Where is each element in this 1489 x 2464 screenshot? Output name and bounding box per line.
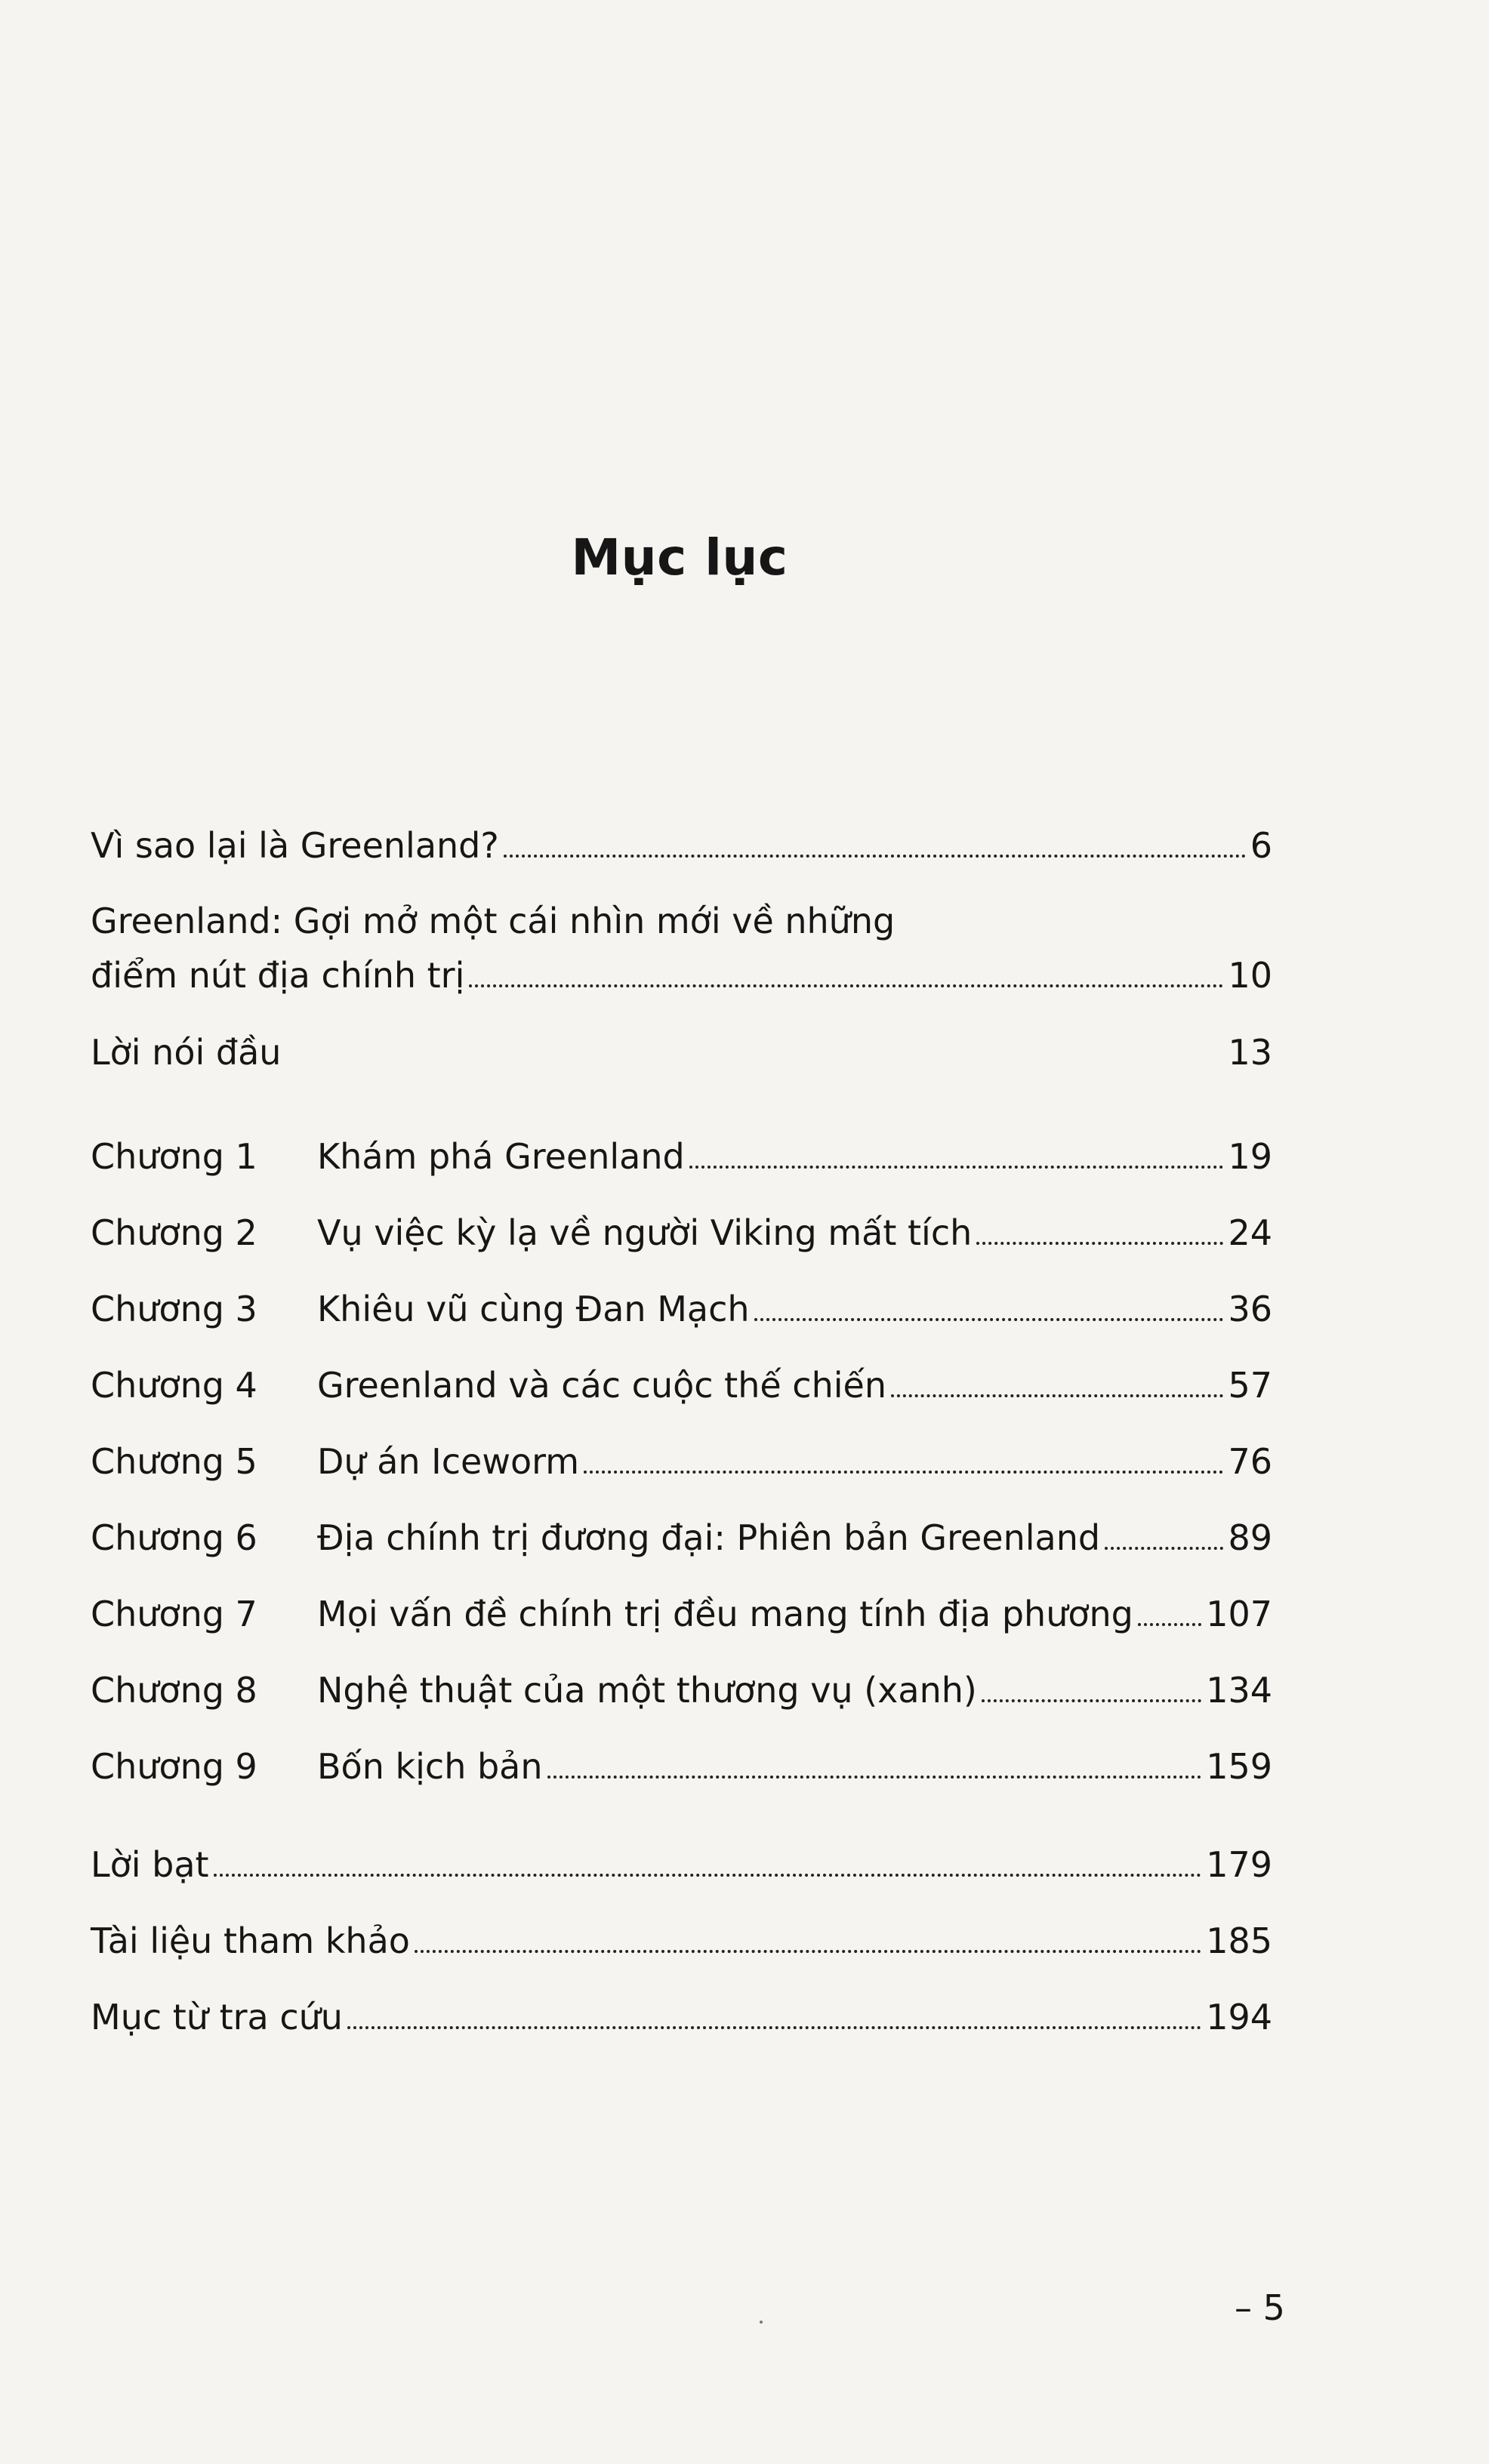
page-number-footer: – 5 — [1235, 2287, 1285, 2328]
toc-title: Mục lục — [571, 528, 788, 587]
chapter-label: Chương 3 — [91, 1289, 257, 1329]
chapter-title: Khám phá Greenland — [317, 1136, 685, 1177]
toc-page-number: 24 — [1228, 1212, 1272, 1253]
toc-entry-front-2[interactable] — [91, 953, 1272, 998]
dot-leader — [469, 984, 1223, 987]
toc-chapter-6[interactable] — [91, 1515, 1272, 1560]
chapter-title: Dự án Iceworm — [317, 1441, 579, 1482]
toc-entry-front-1[interactable] — [91, 823, 1272, 868]
toc-chapter-5[interactable] — [91, 1439, 1272, 1484]
toc-entry-front-3[interactable] — [91, 1030, 1272, 1075]
toc-entry-back-2[interactable] — [91, 1918, 1272, 1964]
toc-page-number: 107 — [1206, 1594, 1272, 1634]
toc-page-number: 185 — [1206, 1920, 1272, 1961]
chapter-label: Chương 8 — [91, 1670, 257, 1711]
dot-leader — [584, 1471, 1223, 1474]
toc-page-number: 134 — [1206, 1670, 1272, 1711]
toc-page-number: 36 — [1228, 1289, 1272, 1329]
chapter-label: Chương 9 — [91, 1746, 257, 1787]
dot-leader — [285, 1061, 1223, 1064]
toc-chapter-8[interactable] — [91, 1668, 1272, 1713]
toc-chapter-7[interactable] — [91, 1591, 1272, 1637]
toc-page-number: 89 — [1228, 1517, 1272, 1558]
toc-entry-text: điểm nút địa chính trị — [91, 955, 465, 996]
toc-page-number: 13 — [1228, 1032, 1272, 1073]
toc-entry-back-1[interactable] — [91, 1842, 1272, 1887]
toc-page-number: 6 — [1250, 825, 1272, 866]
dot-leader — [891, 1394, 1223, 1397]
chapter-title: Mọi vấn đề chính trị đều mang tính địa phương — [317, 1594, 1133, 1634]
toc-entry-text: Lời nói đầu — [91, 1032, 282, 1073]
toc-page-number: 57 — [1228, 1365, 1272, 1406]
chapter-title: Greenland và các cuộc thế chiến — [317, 1365, 886, 1406]
dot-leader — [689, 1166, 1224, 1169]
toc-page-number: 10 — [1228, 955, 1272, 996]
dot-leader — [754, 1318, 1224, 1321]
chapter-label: Chương 1 — [91, 1136, 257, 1177]
chapter-title: Địa chính trị đương đại: Phiên bản Greenland — [317, 1517, 1101, 1558]
dot-leader — [982, 1699, 1201, 1702]
toc-entry-text: Mục từ tra cứu — [91, 1997, 343, 2037]
dot-leader — [504, 855, 1246, 858]
toc-entry-text: Lời bạt — [91, 1844, 209, 1885]
paper-speck — [760, 2321, 763, 2324]
dot-leader — [1138, 1623, 1201, 1626]
toc-page-number: 76 — [1228, 1441, 1272, 1482]
chapter-title: Bốn kịch bản — [317, 1746, 543, 1787]
toc-chapter-9[interactable] — [91, 1744, 1272, 1789]
chapter-title: Nghệ thuật của một thương vụ (xanh) — [317, 1670, 977, 1711]
toc-entry-text: Tài liệu tham khảo — [91, 1920, 410, 1961]
toc-entry-back-3[interactable] — [91, 1994, 1272, 2040]
toc-page-number: 194 — [1206, 1997, 1272, 2037]
toc-chapter-2[interactable] — [91, 1210, 1272, 1255]
dot-leader — [214, 1874, 1202, 1877]
chapter-label: Chương 4 — [91, 1365, 257, 1406]
toc-page-number: 19 — [1228, 1136, 1272, 1177]
dot-leader — [1105, 1547, 1223, 1550]
dot-leader — [547, 1776, 1202, 1779]
chapter-label: Chương 5 — [91, 1441, 257, 1482]
toc-entry-text: Vì sao lại là Greenland? — [91, 825, 499, 866]
chapter-label: Chương 2 — [91, 1212, 257, 1253]
chapter-title: Khiêu vũ cùng Đan Mạch — [317, 1289, 750, 1329]
dot-leader — [976, 1242, 1223, 1245]
chapter-label: Chương 7 — [91, 1594, 257, 1634]
chapter-title: Vụ việc kỳ lạ về người Viking mất tích — [317, 1212, 973, 1253]
dot-leader — [347, 2026, 1201, 2029]
toc-page-number: 179 — [1206, 1844, 1272, 1885]
toc-chapter-1[interactable] — [91, 1134, 1272, 1179]
toc-chapter-4[interactable] — [91, 1363, 1272, 1408]
dot-leader — [415, 1950, 1201, 1953]
chapter-label: Chương 6 — [91, 1517, 257, 1558]
toc-page-number: 159 — [1206, 1746, 1272, 1787]
toc-entry-front-2-line1[interactable]: Greenland: Gợi mở một cái nhìn mới về những — [91, 901, 896, 941]
toc-chapter-3[interactable] — [91, 1286, 1272, 1332]
